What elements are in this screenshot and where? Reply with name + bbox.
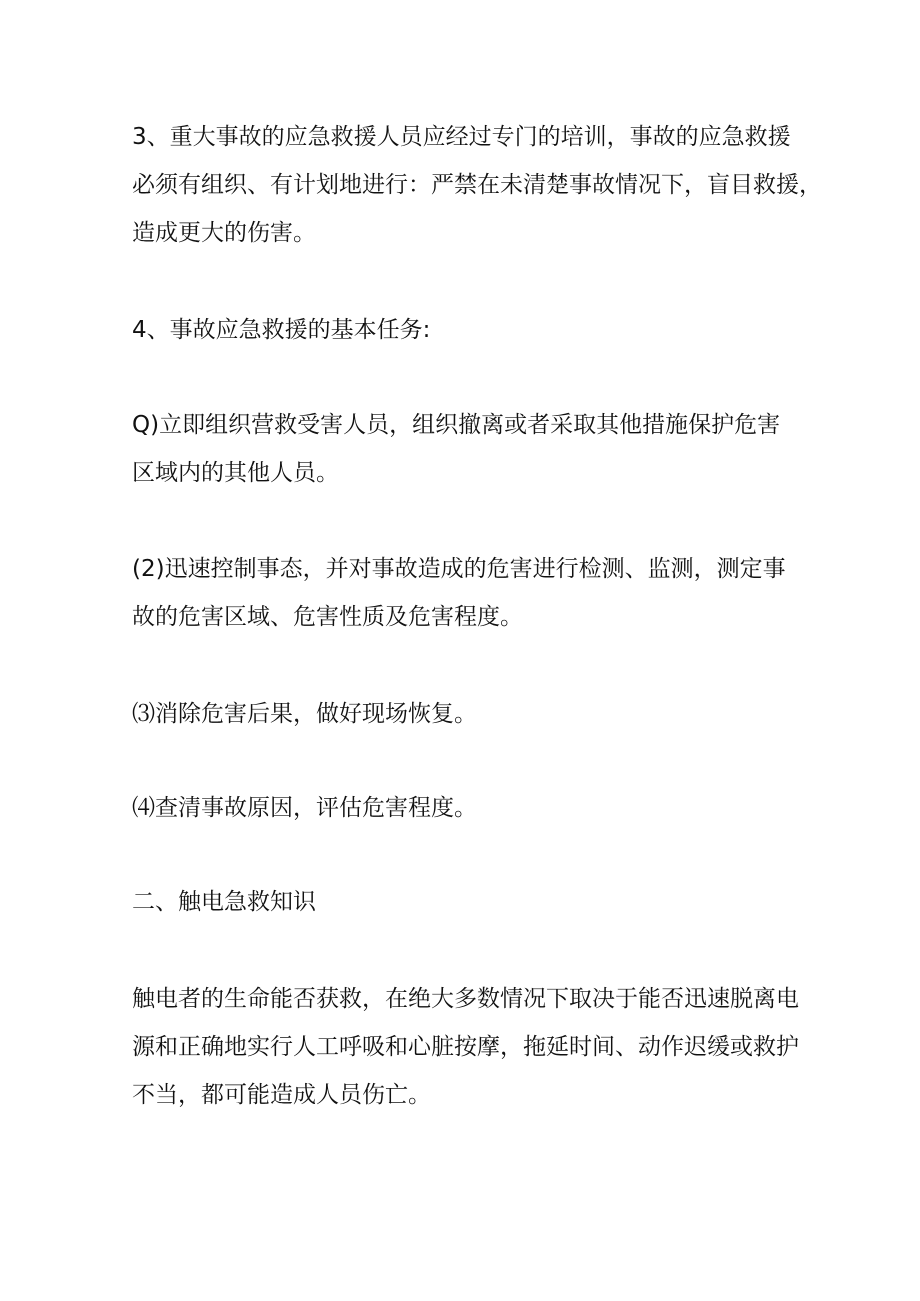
text-line: 不当，都可能造成人员伤亡。 <box>132 1082 431 1108</box>
text-line: Q)立即组织营救受害人员，组织撤离或者采取其他措施保护危害 <box>132 412 781 438</box>
section-heading-electric-shock <box>132 878 802 926</box>
list-item-task-4 <box>132 784 802 832</box>
list-item-task-1 <box>132 401 802 497</box>
text-line: (2)迅速控制事态，并对事故造成的危害进行检测、监测，测定事 <box>132 556 786 582</box>
text-line: 3、重大事故的应急救援人员应经过专门的培训，事故的应急救援 <box>132 124 791 150</box>
list-item-task-2 <box>132 545 802 641</box>
text-line: 触电者的生命能否获救，在绝大多数情况下取决于能否迅速脱离电 <box>132 986 799 1012</box>
heading-basic-tasks <box>132 306 802 354</box>
text-line: 源和正确地实行人工呼吸和心脏按摩，拖延时间、动作迟缓或救护 <box>132 1034 799 1060</box>
text-line: 二、触电急救知识 <box>132 889 316 915</box>
text-line: 造成更大的伤害。 <box>132 220 316 246</box>
list-item-task-3 <box>132 690 802 738</box>
text-line: 故的危害区域、危害性质及危害程度。 <box>132 604 523 630</box>
text-line: 4、事故应急救援的基本任务: <box>132 317 431 343</box>
paragraph-major-accident-training <box>132 113 822 257</box>
text-line: 区域内的其他人员。 <box>132 460 339 486</box>
paragraph-electric-shock-intro <box>132 975 802 1119</box>
text-line: ⑶消除危害后果，做好现场恢复。 <box>132 701 477 727</box>
text-line: ⑷查清事故原因，评估危害程度。 <box>132 795 477 821</box>
text-line: 必须有组织、有计划地进行：严禁在未清楚事故情况下，盲目救援， <box>132 172 822 198</box>
